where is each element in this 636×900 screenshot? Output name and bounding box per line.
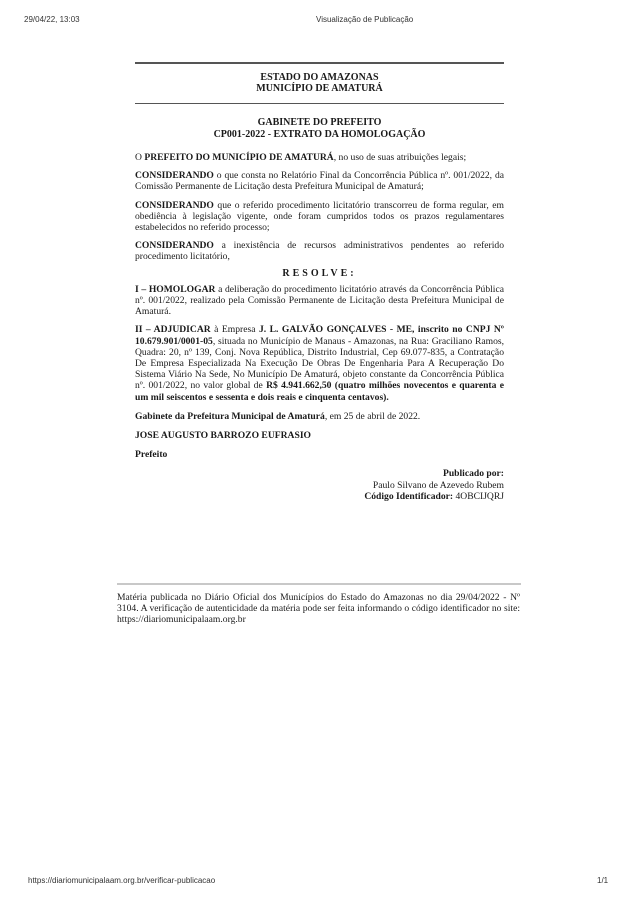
top-rule xyxy=(135,62,504,64)
intro-rest: , no uso de suas atribuições legais; xyxy=(333,152,467,163)
closing-line xyxy=(135,411,504,422)
state-heading: ESTADO DO AMAZONAS xyxy=(260,71,379,83)
closing-bold: Gabinete da Prefeitura Municipal de Amaturá xyxy=(135,410,325,422)
considerando-label: CONSIDERANDO xyxy=(135,240,214,252)
considerando-text: que o referido procedimento licitatório transcorreu de forma regular, em obediência à legislação vigente, onde foram cumpridos todos os prazos regulamentares estabelecidos no referido processo; xyxy=(135,199,504,234)
considerando-paragraph xyxy=(135,200,504,234)
item-adjudicar-text: à Empresa xyxy=(210,324,259,336)
closing-date: , em 25 de abril de 2022. xyxy=(324,410,421,422)
identifier-label: Código Identificador: xyxy=(364,490,454,502)
resolve-heading: RESOLVE: xyxy=(282,267,357,279)
municipality-heading: MUNICÍPIO DE AMATURÁ xyxy=(256,83,383,94)
item-adjudicar xyxy=(135,324,504,402)
footnote-divider xyxy=(117,583,521,585)
publication-footnote: Matéria publicada no Diário Oficial dos Municípios do Estado do Amazonas no dia 29/04/2022 - Nº 3104. A verificação de autenticidade da matéria pode ser feita informando o código identificador no site: https://diariomunicipalaam.org.br xyxy=(117,592,520,626)
publication-document xyxy=(135,62,504,502)
print-datetime: 29/04/22, 13:03 xyxy=(24,15,80,24)
global-value: R$ 4.941.662,50 (quatro milhões novecentos e quarenta e um mil seiscentos e sessenta e dois reais e cinquenta centavos). xyxy=(135,380,504,403)
item-adjudicar-details: , situada no Município de Manaus - Amazonas, na Rua: Graciliano Ramos, Quadra: 20, nº 139, Conj. Nova República, Distrito Industrial, Cep 69.077-835, a Contratação De Empresa Especializada Na Execução De Obras De Engenharia Para A Recuperação Do Sistema Viário Na Sede, No Município De Amaturá, objeto constante da Concorrência Pública nº. 001/2022, no valor global de xyxy=(135,335,504,392)
item-adjudicar-label: II – ADJUDICAR xyxy=(135,324,211,336)
published-by-name: Paulo Silvano de Azevedo Rubem xyxy=(372,479,504,491)
published-by-label: Publicado por: xyxy=(442,468,504,480)
considerando-label: CONSIDERANDO xyxy=(135,199,214,211)
considerando-paragraph xyxy=(135,240,504,262)
subject-heading: CP001-2022 - EXTRATO DA HOMOLOGAÇÃO xyxy=(213,128,426,140)
header-rule xyxy=(135,103,504,105)
signer-name: JOSE AUGUSTO BARROZO EUFRASIO xyxy=(135,430,312,442)
office-heading: GABINETE DO PREFEITO xyxy=(257,117,382,128)
intro-lead: O xyxy=(135,152,145,163)
considerando-text: o que consta no Relatório Final da Concorrência Pública nº. 001/2022, da Comissão Permanente de Licitação desta Prefeitura Municipal de Amaturá; xyxy=(135,170,504,193)
company-name: J. L. GALVÃO GONÇALVES - ME, inscrito no CNPJ Nº 10.679.901/0001-05 xyxy=(135,324,504,347)
print-page-title: Visualização de Publicação xyxy=(316,15,414,24)
considerando-label: CONSIDERANDO xyxy=(135,170,214,182)
item-homologar-text: a deliberação do procedimento licitatório através da Concorrência Pública nº. 001/2022, realizado pela Comissão Permanente de Licitação desta Prefeitura Municipal de Amaturá. xyxy=(135,283,504,318)
identifier-line xyxy=(135,491,504,502)
item-homologar-label: I – HOMOLOGAR xyxy=(135,283,216,295)
print-page-number: 1/1 xyxy=(597,876,609,885)
intro-bold: PREFEITO DO MUNICÍPIO DE AMATURÁ xyxy=(144,152,334,163)
signer-role: Prefeito xyxy=(135,449,168,461)
considerando-text: a inexistência de recursos administrativos pendentes ao referido procedimento licitatório, xyxy=(135,240,504,263)
intro-paragraph xyxy=(135,152,504,163)
identifier-value: 4OBCIJQRJ xyxy=(455,490,504,502)
considerando-paragraph xyxy=(135,170,504,192)
print-footer-url: https://diariomunicipalaam.org.br/verificar-publicacao xyxy=(28,876,216,885)
item-homologar xyxy=(135,284,504,318)
